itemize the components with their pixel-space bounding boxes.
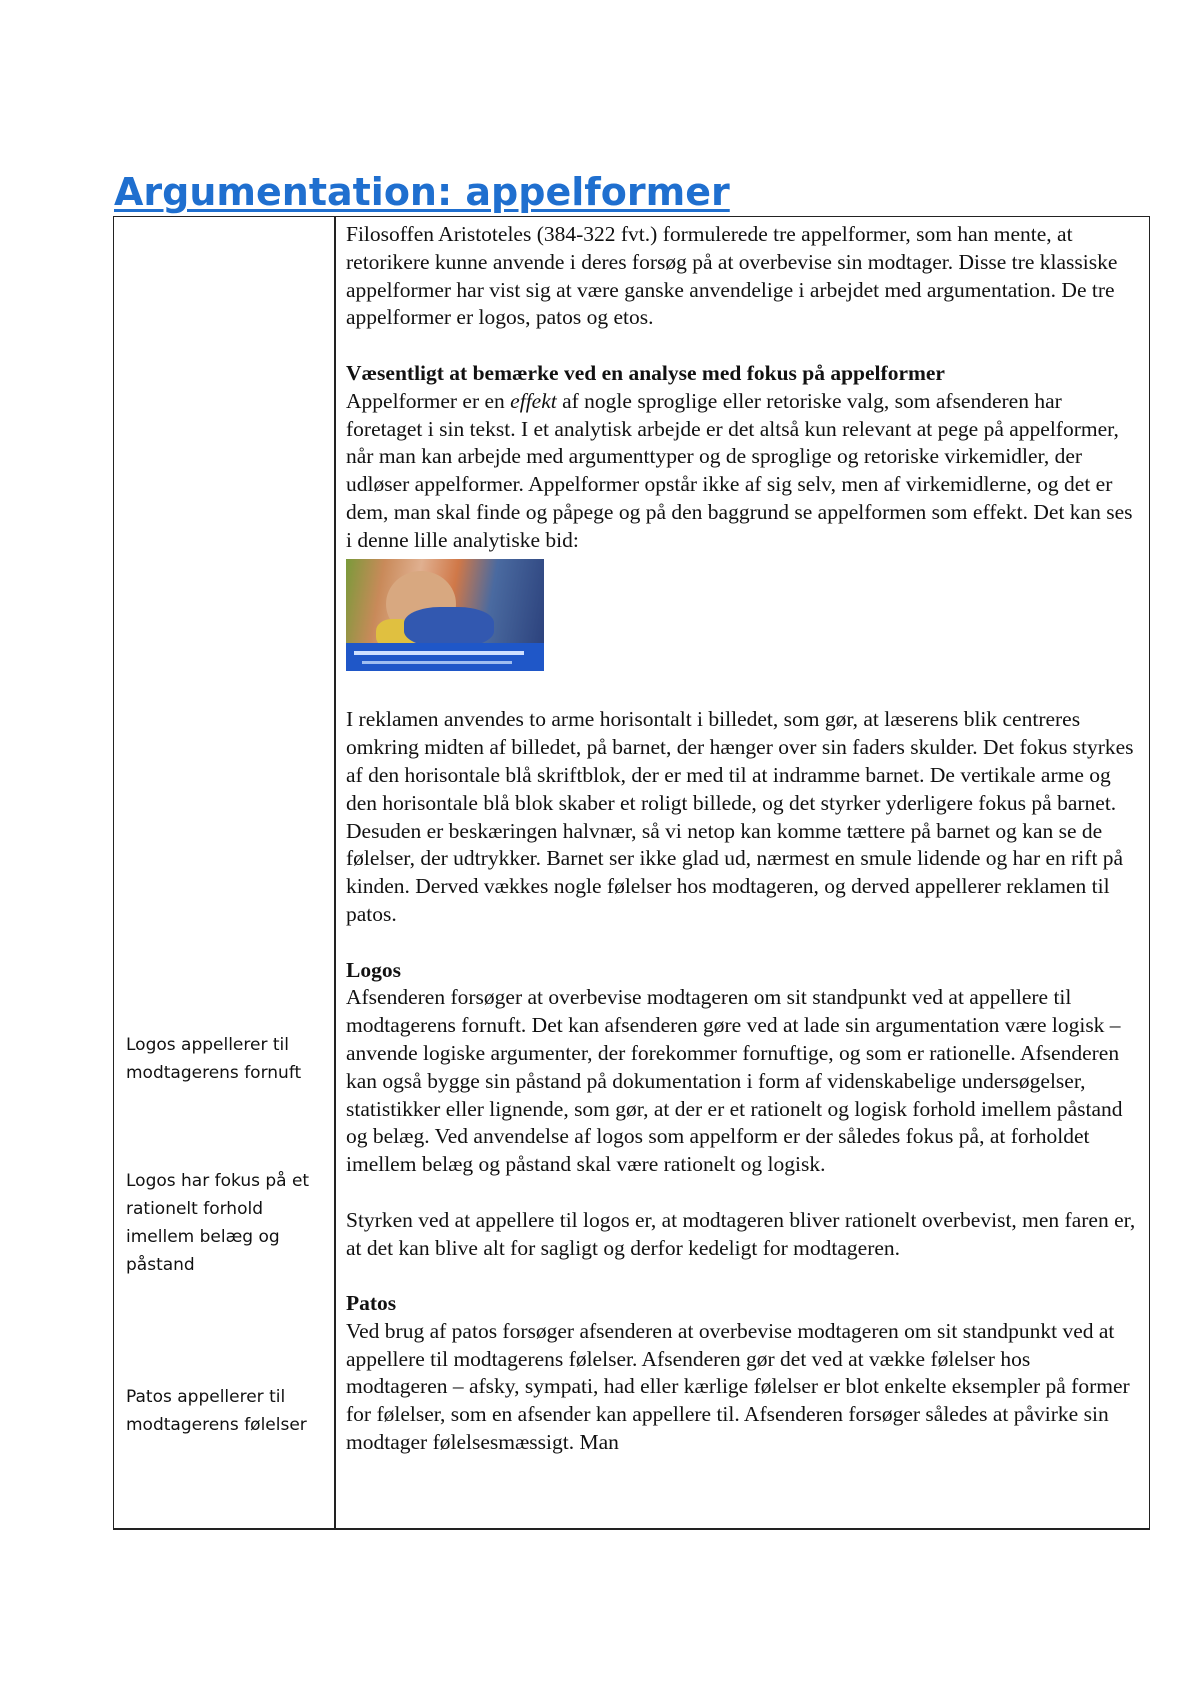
main-text-column <box>346 221 1136 1457</box>
advertisement-image <box>346 559 544 671</box>
logos-paragraph: Afsenderen forsøger at overbevise modtageren om sit standpunkt ved at appellere til modtagerens fornuft. Det kan afsenderen gøre ved at lade sin argumentation være logisk – anvende logiske argumenter, der forekommer fornuftige, og som er rationelle. Afsenderen kan også bygge sin påstand på dokumentation i form af videnskabelige undersøgelser, statistikker eller lignende, som gør, at der er et rationelt og logisk forhold imellem påstand og belæg. Ved anvendelse af logos som appelform er der således fokus på, at forholdet imellem belæg og påstand skal være rationelt og logisk. <box>346 985 1123 1177</box>
patos-paragraph: Ved brug af patos forsøger afsenderen at overbevise modtageren om sit standpunkt ved at appellere til modtagerens følelser. Afsenderen gør det ved at vække følelser hos modtageren – afsky, sympati, had eller kærlige følelser er blot enkelte eksempler på former for følelser, som en afsender kan appellere til. Afsenderen forsøger således at påvirke sin modtager følelsesmæssigt. Man <box>346 1318 1130 1455</box>
content-table <box>113 216 1150 1530</box>
margin-notes-column <box>114 217 336 1528</box>
intro-paragraph: Filosoffen Aristoteles (384-322 fvt.) formulerede tre appelformer, som han mente, at retorikere kunne anvende i deres forsøg på at overbevise sin modtager. Disse tre klassiske appelformer har vist sig at være ganske anvendelige i arbejdet med argumentation. De tre appelformer er logos, patos og etos. <box>346 222 1118 330</box>
side-note-patos-foelelser: Patos appellerer til modtagerens følelser <box>126 1387 307 1435</box>
patos-heading: Patos <box>346 1291 397 1316</box>
section-heading-analysis: Væsentligt at bemærke ved en analyse med fokus på appelformer <box>346 360 945 385</box>
side-note-logos-forhold: Logos har fokus på et rationelt forhold imellem belæg og påstand <box>126 1171 310 1275</box>
section-paragraph-analysis: Appelformer er en effekt af nogle sproglige eller retoriske valg, som afsenderen har foretaget i sin tekst. I et analytisk arbejde er det altså kun relevant at pege på appelformer, når man kan arbejde med argumenttyper og de sproglige og retoriske virkemidler, der udløser appelformer. Appelformer opstår ikke af sig selv, men af virkemidlerne, og det er dem, man skal finde og påpege og på den baggrund se appelformen som effekt. Det kan ses i denne lille analytiske bid: <box>346 388 1133 552</box>
analysis-paragraph: I reklamen anvendes to arme horisontalt i billedet, som gør, at læserens blik centreres omkring midten af billedet, på barnet, der hænger over sin faders skulder. Det fokus styrkes af den horisontale blå skriftblok, der er med til at indramme barnet. De vertikale arme og den horisontale blå blok skaber et roligt billede, og det styrker yderligere fokus på barnet. Desuden er beskæringen halvnær, så vi netop kan komme tættere på barnet og kan se de følelser, der udtrykker. Barnet ser ikke glad ud, nærmest en smule lidende og har en rift på kinden. Derved vækkes nogle følelser hos modtageren, og derved appellerer reklamen til patos. <box>346 707 1134 926</box>
logos-heading: Logos <box>346 957 401 982</box>
side-note-logos-fornuft: Logos appellerer til modtagerens fornuft <box>126 1035 302 1083</box>
page-title: Argumentation: appelformer <box>114 170 730 214</box>
emphasis-effekt: effekt <box>510 388 557 413</box>
logos-strength-paragraph: Styrken ved at appellere til logos er, at modtageren bliver rationelt overbevist, men faren er, at det kan blive alt for sagligt og derfor kedeligt for modtageren. <box>346 1207 1136 1260</box>
